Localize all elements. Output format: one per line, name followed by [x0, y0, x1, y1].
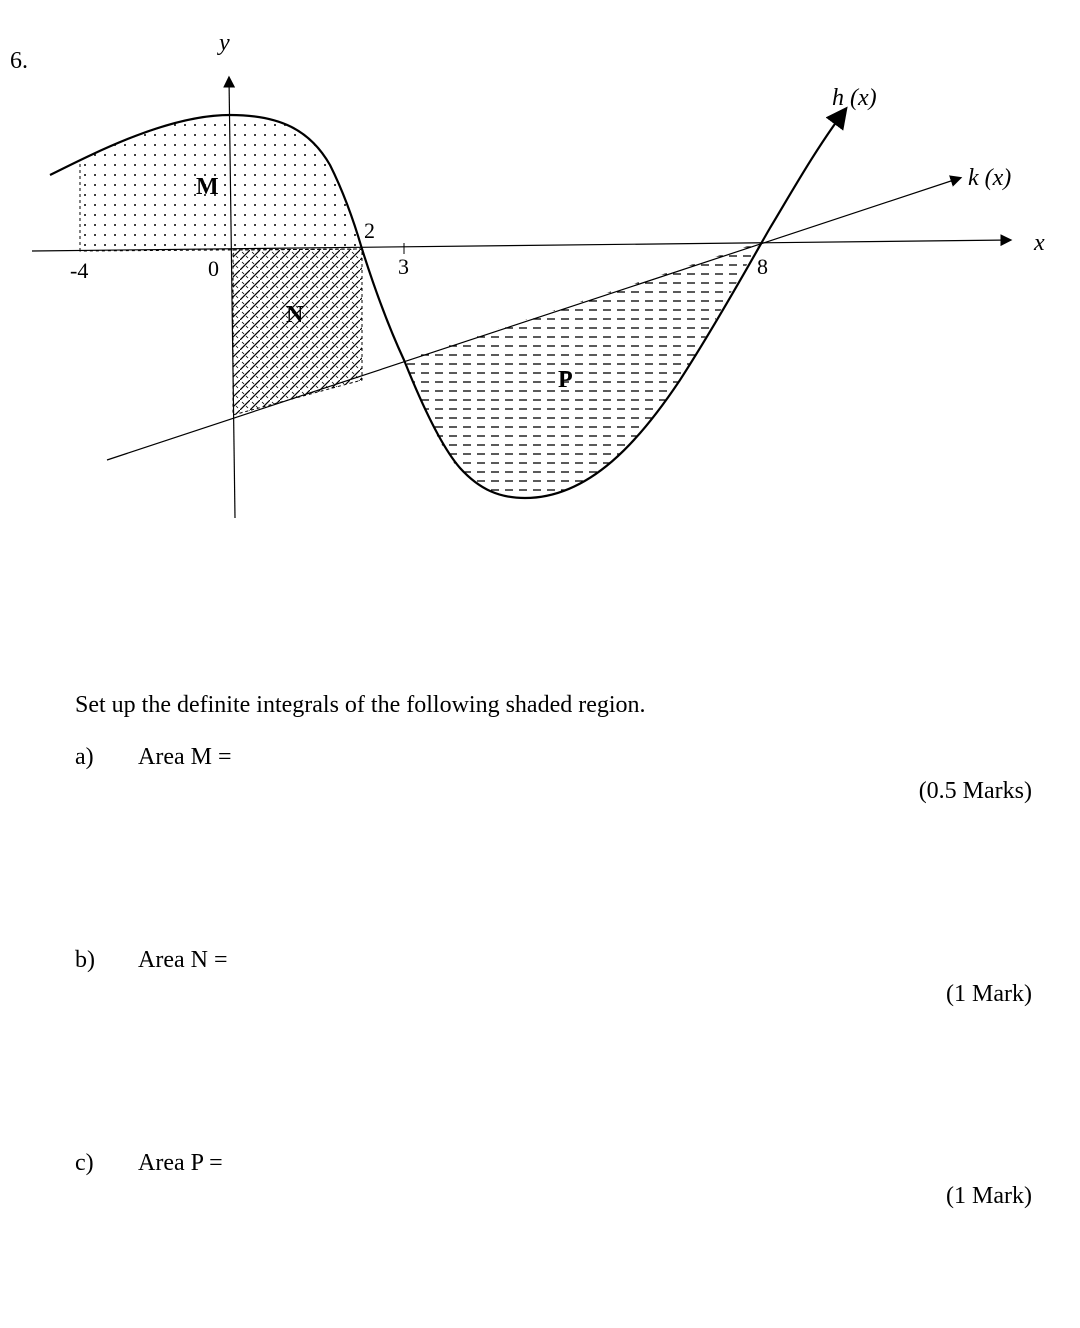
tick-label: -4 — [70, 258, 89, 283]
part-letter: b) — [75, 947, 95, 973]
part-prompt: Area M = — [138, 744, 232, 770]
region-label-m: M — [196, 174, 219, 200]
region-label-n: N — [286, 302, 304, 328]
x-axis-label: x — [1034, 230, 1045, 256]
part-marks: (0.5 Marks) — [918, 778, 1032, 804]
region-label-p: P — [558, 367, 573, 393]
k-label: k (x) — [968, 165, 1012, 191]
h-label: h (x) — [832, 85, 877, 111]
instruction-text: Set up the definite integrals of the following shaded region. — [75, 692, 646, 718]
region-m-shading — [80, 115, 362, 251]
tick-label: 3 — [398, 254, 409, 279]
region-n-shading — [233, 249, 362, 415]
part-letter: c) — [75, 1150, 94, 1176]
part-letter: a) — [75, 744, 94, 770]
tick-label: 0 — [208, 256, 219, 281]
part-marks: (1 Mark) — [946, 981, 1032, 1007]
tick-label: 8 — [757, 254, 768, 279]
tick-label: 2 — [364, 218, 375, 243]
part-marks: (1 Mark) — [946, 1183, 1032, 1209]
part-prompt: Area P = — [138, 1150, 223, 1176]
y-axis-label: y — [219, 30, 230, 56]
graph-diagram — [0, 0, 1080, 560]
part-prompt: Area N = — [138, 947, 228, 973]
region-p-shading — [404, 242, 760, 498]
question-number: 6. — [10, 48, 28, 74]
